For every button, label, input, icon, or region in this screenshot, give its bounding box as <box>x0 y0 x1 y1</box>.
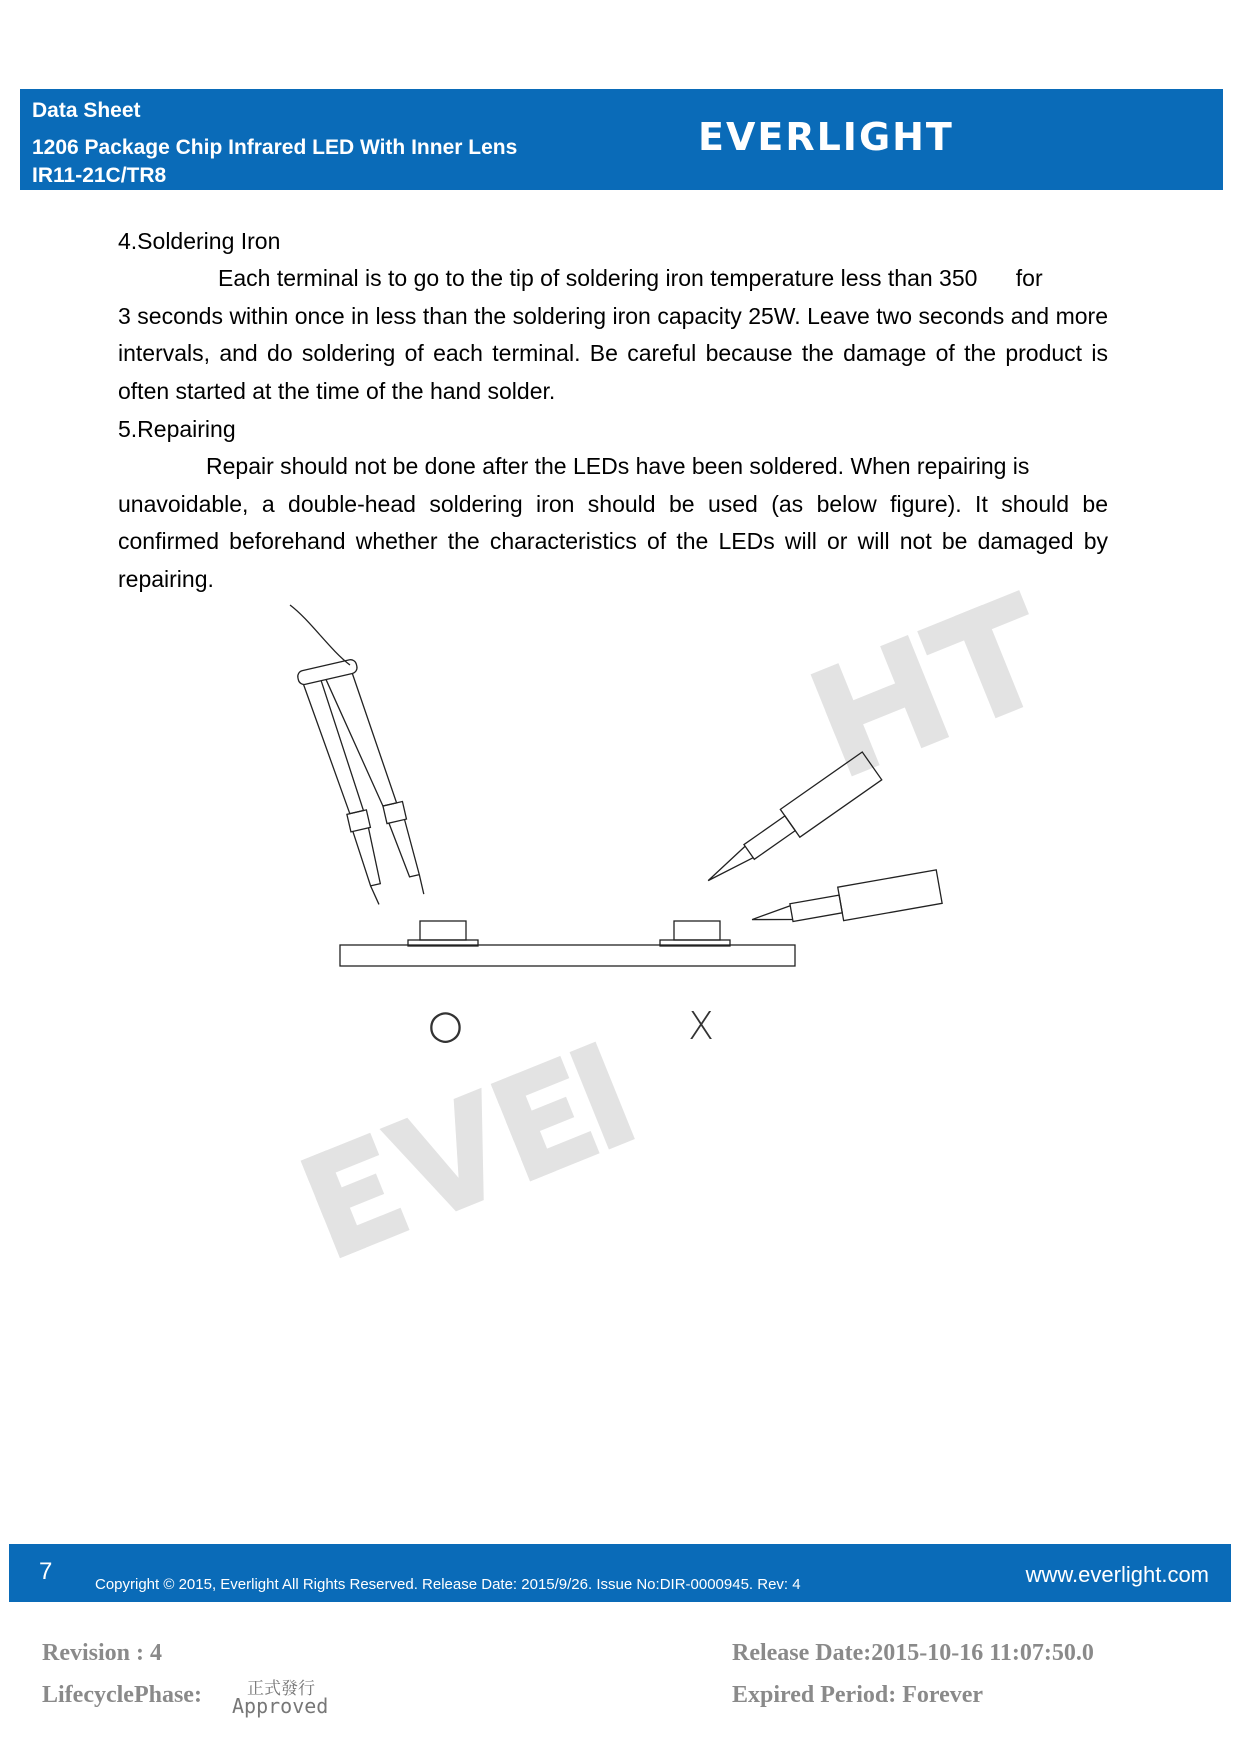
expired-period: Expired Period: Forever <box>732 1682 984 1708</box>
footer-bar <box>9 1544 1231 1602</box>
website-link[interactable]: www.everlight.com <box>1025 1562 1209 1587</box>
stamp-chinese: 正式發行 <box>247 1679 315 1699</box>
section-5-rest: unavoidable, a double-head soldering iron should be used (as below figure). It should be confirmed beforehand whether the characteristics of the LEDs will or will not be damaged by repairing. <box>118 490 1108 592</box>
double-head-iron <box>297 655 424 910</box>
release-date: Release Date:2015-10-16 11:07:50.0 <box>732 1640 1094 1666</box>
single-iron-lower <box>749 870 942 936</box>
single-iron-upper <box>698 752 881 895</box>
led-right <box>674 921 720 940</box>
page-number: 7 <box>39 1558 53 1585</box>
pcb <box>340 945 795 966</box>
part-number: IR11-21C/TR8 <box>32 164 167 187</box>
ok-mark: ○ <box>428 1002 463 1048</box>
revision: Revision : 4 <box>42 1640 162 1666</box>
product-title: 1206 Package Chip Infrared LED With Inner Lens <box>32 136 518 159</box>
repair-figure <box>200 600 980 1060</box>
iron-cable <box>290 605 350 665</box>
section-4-title: 4.Soldering Iron <box>118 228 281 254</box>
stamp-approved: Approved <box>232 1694 329 1718</box>
approved-stamp <box>232 1674 342 1718</box>
section-5-line1: Repair should not be done after the LEDs have been soldered. When repairing is <box>206 453 1030 479</box>
everlight-logo: EVERLIGHT <box>698 115 954 159</box>
header-bar <box>20 89 1223 190</box>
doc-type: Data Sheet <box>32 99 141 122</box>
copyright: Copyright © 2015, Everlight All Rights Reserved. Release Date: 2015/9/26. Issue No:DIR-0000945. Rev: 4 <box>95 1576 801 1593</box>
section-4-rest: 3 seconds within once in less than the soldering iron capacity 25W. Leave two seconds and more intervals, and do soldering of each terminal. Be careful because the damage of the product is often started at the time of the hand solder. <box>118 302 1108 404</box>
section-4-line1: Each terminal is to go to the tip of soldering iron temperature less than 350 for <box>218 265 1043 291</box>
led-left <box>420 921 466 940</box>
lifecycle-phase: LifecyclePhase: <box>42 1682 202 1708</box>
section-4-body <box>118 260 1108 410</box>
section-5-title: 5.Repairing <box>118 416 236 442</box>
ng-mark: X <box>688 1004 715 1048</box>
section-5-body <box>118 448 1108 598</box>
